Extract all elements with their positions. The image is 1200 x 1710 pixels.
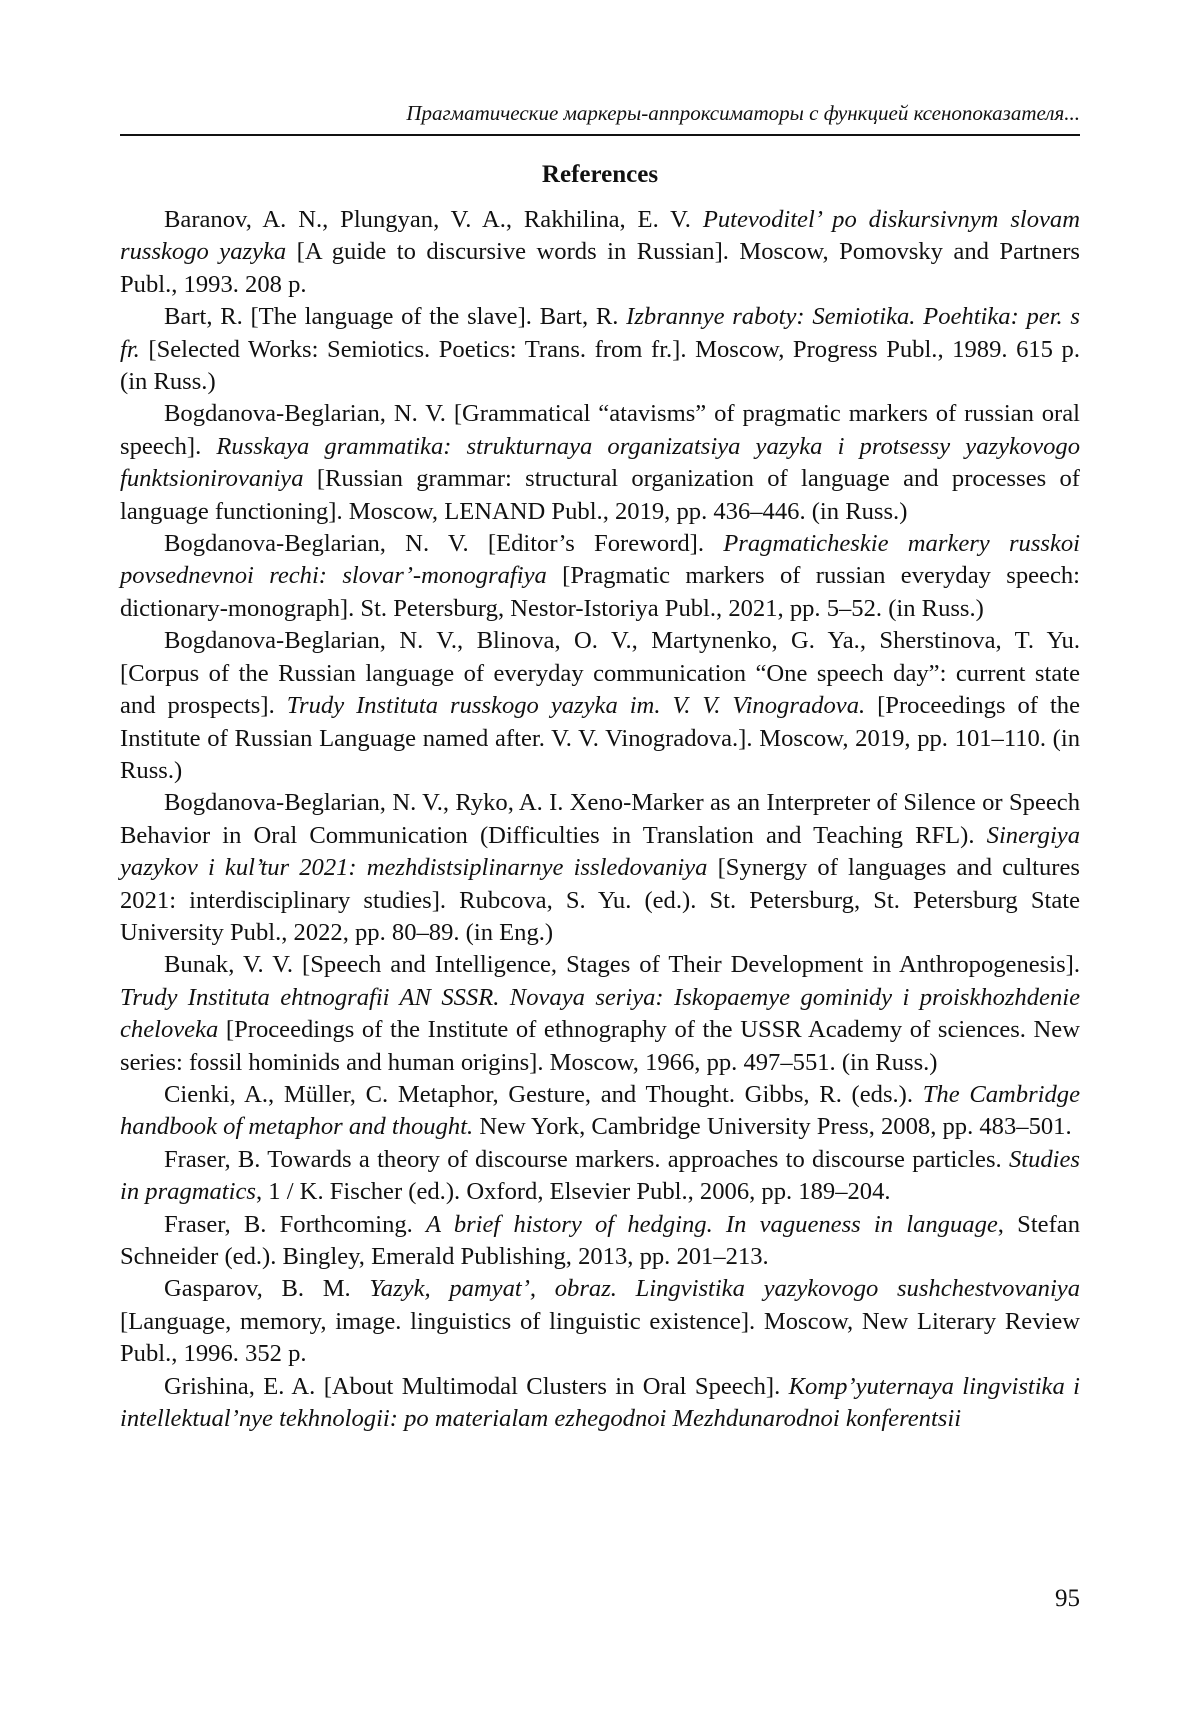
reference-text: Fraser, B. Forthcoming. <box>164 1210 427 1238</box>
reference-entry <box>120 787 1080 949</box>
reference-text: Bogdanova-Beglarian, N. V. [Editor’s Foreword]. <box>164 530 724 558</box>
reference-text: Bart, R. [The language of the slave]. Bart, R. <box>164 303 627 331</box>
reference-title: Sinergiya yazykov i kul’tur 2021: mezhdistsiplinarnye issledovaniya <box>120 821 1080 882</box>
reference-title: Izbrannye raboty: Semiotika. Poehtika: per. s fr. <box>120 303 1080 363</box>
reference-text: [Proceedings of the Institute of ethnography of the USSR Academy of sciences. New series: fossil hominids and human origins]. Moscow, 1966, pp. 497–551. (in Russ.) <box>120 1016 1080 1076</box>
reference-text: [Language, memory, image. linguistics of linguistic existence]. Moscow, New Literary Review Publ., 1996. 352 p. <box>120 1307 1080 1368</box>
reference-title: Trudy Instituta ehtnografii AN SSSR. Novaya seriya: Iskopaemye gominidy i proiskhozhdenie cheloveka <box>120 983 1080 1044</box>
reference-entry <box>120 204 1080 301</box>
reference-text: [Pragmatic markers of russian everyday speech: dictionary-monograph]. St. Petersburg, Nestor-Istoriya Publ., 2021, pp. 5–52. (in Russ.) <box>120 562 1080 622</box>
section-title: References <box>541 161 659 188</box>
reference-text: Bunak, V. V. [Speech and Intelligence, Stages of Their Development in Anthropogenesis]. <box>164 951 1080 979</box>
reference-title: Russkaya grammatika: strukturnaya organizatsiya yazyka i protsessy yazykovogo funktsionirovaniya <box>120 432 1081 493</box>
reference-entry <box>120 528 1080 625</box>
reference-text: Fraser, B. Towards a theory of discourse markers. approaches to discourse particles. <box>164 1145 1009 1173</box>
reference-text: , 1 / K. Fischer (ed.). Oxford, Elsevier Publ., 2006, pp. 189–204. <box>255 1178 891 1206</box>
reference-title: Pragmaticheskie markery russkoi povsednevnoi rechi: slovar’-monografiya <box>120 530 1081 590</box>
reference-list <box>120 204 1080 1435</box>
reference-title: Trudy Instituta russkogo yazyka im. V. V. Vinogradova. <box>286 692 866 720</box>
reference-text: [A guide to discursive words in Russian]. Moscow, Pomovsky and Partners Publ., 1993. 208 p. <box>120 238 1080 298</box>
reference-text: Bogdanova-Beglarian, N. V. [Grammatical “atavisms” of pragmatic markers of russian oral speech]. <box>120 400 1080 460</box>
reference-text: [Russian grammar: structural organization of language and processes of language functioning]. Moscow, LENAND Publ., 2019, pp. 436–446. (in Russ.) <box>120 465 1080 525</box>
reference-title: Putevoditel’ po diskursivnym slovam russkogo yazyka <box>120 206 1080 266</box>
reference-text: Gasparov, B. M. <box>164 1275 370 1303</box>
reference-title: Yazyk, pamyat’, obraz. Lingvistika yazykovogo sushchestvovaniya <box>369 1275 1080 1303</box>
document-page <box>120 0 1080 1710</box>
page-number: 95 <box>1055 1585 1080 1612</box>
reference-text: , Stefan Schneider (ed.). Bingley, Emerald Publishing, 2013, pp. 201–213. <box>120 1210 1080 1270</box>
reference-entry <box>120 1144 1080 1209</box>
reference-entry <box>120 1209 1080 1274</box>
reference-title: Komp’yuternaya lingvistika i intellektual’nye tekhnologii: po materialam ezhegodnoi Mezhdunarodnoi konferentsii <box>120 1372 1080 1433</box>
reference-entry <box>120 1079 1080 1144</box>
reference-entry <box>120 398 1080 528</box>
reference-text: [Selected Works: Semiotics. Poetics: Trans. from fr.]. Moscow, Progress Publ., 1989. 615 p. (in Russ.) <box>120 335 1080 396</box>
reference-entry <box>120 1371 1080 1436</box>
reference-text: Cienki, A., Müller, C. Metaphor, Gesture, and Thought. Gibbs, R. (eds.). <box>164 1080 923 1108</box>
reference-entry <box>120 301 1080 398</box>
reference-title: A brief history of hedging. In vagueness in language <box>426 1210 998 1238</box>
reference-entry <box>120 949 1080 1079</box>
reference-text: [Synergy of languages and cultures 2021: interdisciplinary studies]. Rubcova, S. Yu. (ed.). St. Petersburg, St. Petersburg State University Publ., 2022, pp. 80–89. (in Eng.) <box>120 854 1080 946</box>
reference-title: The Cambridge handbook of metaphor and thought. <box>120 1080 1080 1141</box>
reference-text: New York, Cambridge University Press, 2008, pp. 483–501. <box>473 1113 1072 1141</box>
reference-text: Bogdanova-Beglarian, N. V., Blinova, O. V., Martynenko, G. Ya., Sherstinova, T. Yu. [Corpus of the Russian language of everyday communication “One speech day”: current state and prospects]. <box>120 627 1080 720</box>
reference-entry <box>120 1273 1080 1370</box>
reference-entry <box>120 625 1080 787</box>
reference-text: Bogdanova-Beglarian, N. V., Ryko, A. I. Xeno-Marker as an Interpreter of Silence or Speech Behavior in Oral Communication (Difficulties in Translation and Teaching RFL). <box>120 789 1080 849</box>
reference-text: [Proceedings of the Institute of Russian Language named after. V. V. Vinogradova.]. Moscow, 2019, pp. 101–110. (in Russ.) <box>120 692 1080 784</box>
reference-text: Baranov, A. N., Plungyan, V. A., Rakhilina, E. V. <box>164 206 703 233</box>
reference-text: Grishina, E. A. [About Multimodal Clusters in Oral Speech]. <box>164 1372 789 1400</box>
reference-title: Studies in pragmatics <box>120 1145 1080 1206</box>
running-header: Прагматические маркеры-аппроксиматоры с функцией ксенопоказателя... <box>120 98 1080 136</box>
